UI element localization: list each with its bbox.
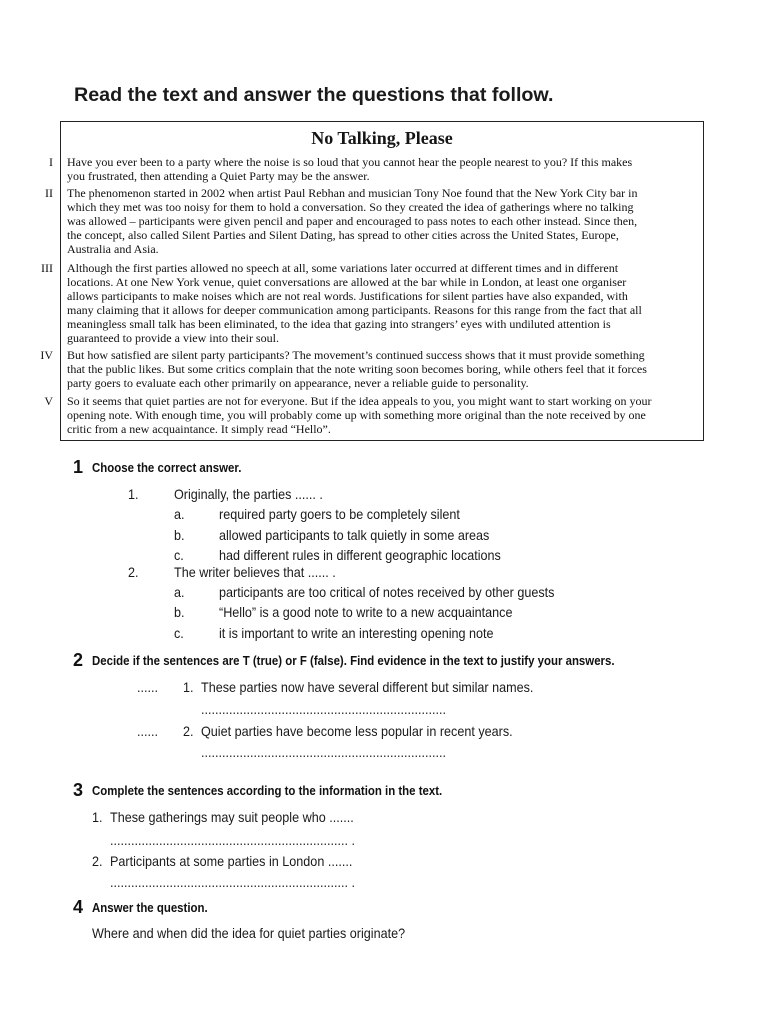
option-label: b. [174, 527, 185, 543]
paragraph-line: Although the first parties allowed no speech at all, some variations later occurred at different times and in different [67, 261, 619, 275]
passage-paragraph-2 [67, 186, 638, 256]
option-text: participants are too critical of notes received by other guests [219, 584, 555, 600]
statement-number: 2. [183, 723, 194, 739]
paragraph-line: But how satisfied are silent party participants? The movement’s continued success shows that it must provide something [67, 348, 645, 362]
sentence-number: 1. [92, 809, 103, 825]
statement-text: These parties now have several different but similar names. [201, 679, 534, 695]
paragraph-line: meaningless small talk has been eliminated, to the idea that gazing into strangers’ eyes with undiluted attention is [67, 317, 611, 331]
exercise-instruction: Choose the correct answer. [92, 460, 242, 475]
question-number: 1. [128, 486, 139, 502]
exercise-instruction: Complete the sentences according to the information in the text. [92, 783, 443, 798]
exercise-instruction: Answer the question. [92, 900, 208, 915]
sentence-stem: These gatherings may suit people who ....... [110, 809, 354, 825]
passage-paragraph-5 [67, 394, 652, 436]
paragraph-line: which they met was too noisy for them to hold a conversation. So they created the idea of gatherings where no talking [67, 200, 634, 214]
statement-number: 1. [183, 679, 194, 695]
evidence-line: ...................................................................... [201, 701, 447, 717]
paragraph-line: locations. At one New York venue, quiet conversations are allowed at the bar while in London, at least one organiser [67, 275, 627, 289]
paragraph-numeral: II [45, 186, 53, 200]
exercise-number: 4 [73, 897, 84, 917]
passage-title: No Talking, Please [311, 128, 453, 148]
option-text: required party goers to be completely silent [219, 506, 460, 522]
sentence-stem: Participants at some parties in London ....... [110, 853, 353, 869]
paragraph-line: critic from a new acquaintance. It simply read “Hello”. [67, 422, 331, 436]
option-label: a. [174, 506, 185, 522]
question-stem: Originally, the parties ...... . [174, 486, 323, 502]
paragraph-line: Have you ever been to a party where the noise is so loud that you cannot hear the people nearest to you? If this makes [67, 155, 633, 169]
option-text: it is important to write an interesting opening note [219, 625, 494, 641]
passage-box [60, 121, 704, 441]
tf-answer-blank: ...... [137, 679, 159, 695]
evidence-line: ...................................................................... [201, 744, 447, 760]
sentence-number: 2. [92, 853, 103, 869]
option-label: b. [174, 604, 185, 620]
paragraph-numeral: I [49, 155, 53, 169]
passage-paragraph-3 [67, 261, 642, 345]
page-instruction-title: Read the text and answer the questions that follow. [74, 84, 554, 106]
paragraph-line: guaranteed to provide a view into their soul. [67, 331, 279, 345]
paragraph-numeral: III [41, 261, 53, 275]
statement-text: Quiet parties have become less popular in recent years. [201, 723, 513, 739]
paragraph-line: party goers to evaluate each other primarily on appearance, never a reliable guide to personality. [67, 376, 529, 390]
option-label: c. [174, 547, 184, 563]
paragraph-line: the concept, also called Silent Parties and Silent Dating, has spread to other cities across the United States, Europe, [67, 228, 619, 242]
paragraph-line: The phenomenon started in 2002 when artist Paul Rebhan and musician Tony Noe found that the New York City bar in [67, 186, 638, 200]
paragraph-line: opening note. With enough time, you will probably come up with something more original than the note received by one [67, 408, 646, 422]
paragraph-numeral: IV [40, 348, 53, 362]
completion-line: .................................................................... . [110, 874, 356, 890]
paragraph-line: many claiming that it allows for deeper communication among participants. Reasons for this range from the fact that all [67, 303, 642, 317]
paragraph-line: Australia and Asia. [67, 242, 159, 256]
option-text: had different rules in different geographic locations [219, 547, 501, 563]
paragraph-line: allows participants to make noises which are not real words. Justifications for silent parties have also expanded, with [67, 289, 628, 303]
paragraph-numeral: V [44, 394, 53, 408]
passage-paragraph-1 [67, 155, 632, 183]
tf-answer-blank: ...... [137, 723, 159, 739]
question-text: Where and when did the idea for quiet parties originate? [92, 925, 406, 941]
exercise-number: 2 [73, 650, 84, 670]
paragraph-line: was allowed – participants were given pencil and paper and encouraged to pass notes to each other instead. Since then, [67, 214, 638, 228]
paragraph-line: So it seems that quiet parties are not for everyone. But if the idea appeals to you, you might want to start working on your [67, 394, 652, 408]
question-number: 2. [128, 564, 139, 580]
option-label: a. [174, 584, 185, 600]
option-text: “Hello” is a good note to write to a new acquaintance [219, 604, 513, 620]
exercise-number: 3 [73, 780, 84, 800]
question-stem: The writer believes that ...... . [174, 564, 336, 580]
paragraph-line: you frustrated, then attending a Quiet Party may be the answer. [67, 169, 370, 183]
paragraph-line: that the public likes. But some critics complain that the note writing soon becomes boring, while others feel that it forces [67, 362, 647, 376]
option-label: c. [174, 625, 184, 641]
passage-paragraph-4 [67, 348, 647, 390]
exercise-number: 1 [73, 457, 84, 477]
exercise-instruction: Decide if the sentences are T (true) or F (false). Find evidence in the text to justify your answers. [92, 653, 615, 668]
option-text: allowed participants to talk quietly in some areas [219, 527, 490, 543]
completion-line: .................................................................... . [110, 832, 356, 848]
